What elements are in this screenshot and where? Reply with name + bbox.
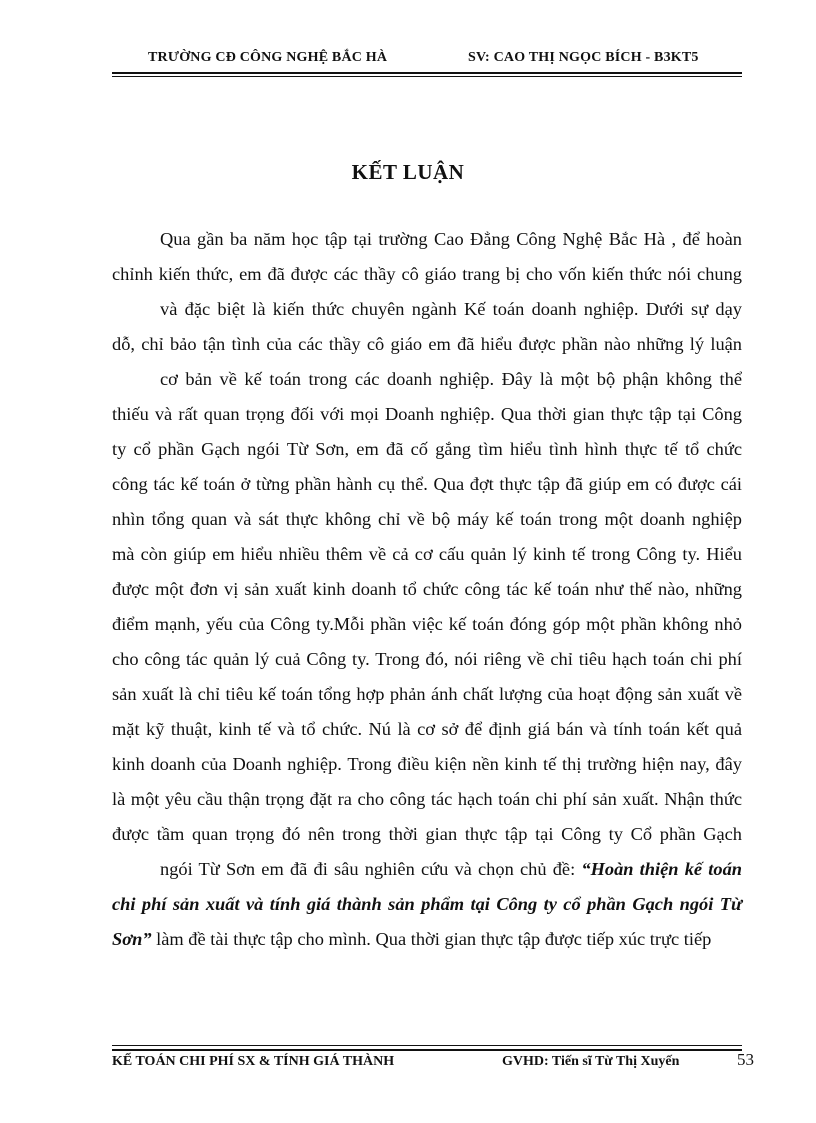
footer-rule — [112, 1049, 742, 1051]
paragraph-line: nhìn tổng quan và sát thực không chỉ về bộ máy kế toán trong một doanh nghiệp — [112, 509, 742, 529]
page-header — [112, 50, 742, 72]
header-rule — [112, 72, 742, 74]
paragraph-line: điểm mạnh, yếu của Công ty.Mỗi phần việc kế toán đóng góp một phần không nhỏ — [112, 614, 742, 634]
paragraph-line: được một đơn vị sản xuất kinh doanh tổ chức công tác kế toán như thế nào, những — [112, 579, 742, 599]
header-school: TRƯỜNG CĐ CÔNG NGHỆ BẮC HÀ — [148, 50, 388, 65]
header-student: SV: CAO THỊ NGỌC BÍCH - B3KT5 — [468, 50, 699, 65]
footer-rule-thin — [112, 1045, 742, 1046]
footer-advisor: GVHD: Tiến sĩ Từ Thị Xuyến — [502, 1054, 680, 1069]
paragraph-line: mà còn giúp em hiểu nhiều thêm về cả cơ cấu quản lý kinh tế trong Công ty. Hiểu — [112, 544, 742, 564]
header-rule-thin — [112, 76, 742, 77]
paragraph-line: mặt kỹ thuật, kinh tế và tổ chức. Nú là cơ sở để định giá bán và tính toán kết quả — [112, 719, 742, 739]
paragraph-line — [112, 929, 711, 950]
paragraph-line: sản xuất là chỉ tiêu kế toán tổng hợp phản ánh chất lượng của hoạt động sản xuất về — [112, 684, 742, 704]
line-text: ngói Từ Sơn em đã đi sâu nghiên cứu và chọn chủ đề: — [160, 859, 582, 879]
paragraph-line: cơ bản về kế toán trong các doanh nghiệp. Đây là một bộ phận không thể — [160, 369, 742, 389]
paragraph-line: chỉnh kiến thức, em đã được các thầy cô giáo trang bị cho vốn kiến thức nói chung — [112, 264, 742, 284]
paragraph-line: cho công tác quản lý cuả Công ty. Trong đó, nói riêng về chỉ tiêu hạch toán chi phí — [112, 649, 742, 669]
page-number: 53 — [737, 1050, 754, 1069]
paragraph-line: kinh doanh của Doanh nghiệp. Trong điều kiện nền kinh tế thị trường hiện nay, đây — [112, 754, 742, 774]
topic-title-line: chi phí sản xuất và tính giá thành sản phẩm tại Công ty cổ phần Gạch ngói Từ — [112, 894, 742, 914]
paragraph-line: và đặc biệt là kiến thức chuyên ngành Kế toán doanh nghiệp. Dưới sự dạy — [160, 299, 742, 319]
line-text: làm đề tài thực tập cho mình. Qua thời gian thực tập được tiếp xúc trực tiếp — [151, 929, 712, 949]
paragraph-line — [160, 859, 742, 880]
paragraph-line: thiếu và rất quan trọng đối với mọi Doanh nghiệp. Qua thời gian thực tập tại Công — [112, 404, 742, 424]
paragraph-line: là một yêu cầu thận trọng đặt ra cho công tác hạch toán chi phí sản xuất. Nhận thức — [112, 789, 742, 809]
paragraph-line: dỗ, chỉ bảo tận tình của các thầy cô giáo em đã hiểu được phần nào những lý luận — [112, 334, 742, 354]
paragraph-line: ty cổ phần Gạch ngói Từ Sơn, em đã cố gắng tìm hiểu tình hình thực tế tổ chức — [112, 439, 742, 459]
page-title: KẾT LUẬN — [351, 160, 465, 184]
topic-title: “Hoàn thiện kế toán — [581, 859, 742, 879]
footer-subject: KẾ TOÁN CHI PHÍ SX & TÍNH GIÁ THÀNH — [112, 1054, 395, 1069]
page-footer — [112, 1050, 762, 1076]
paragraph-line: Qua gần ba năm học tập tại trường Cao Đẳng Công Nghệ Bắc Hà , để hoàn — [160, 229, 742, 249]
topic-title-end: Sơn” — [112, 929, 152, 949]
paragraph-line: công tác kế toán ở từng phần hành cụ thể. Qua đợt thực tập đã giúp em có được cái — [112, 474, 742, 494]
paragraph-line: được tầm quan trọng đó nên trong thời gian thực tập tại Công ty Cổ phần Gạch — [112, 824, 742, 844]
